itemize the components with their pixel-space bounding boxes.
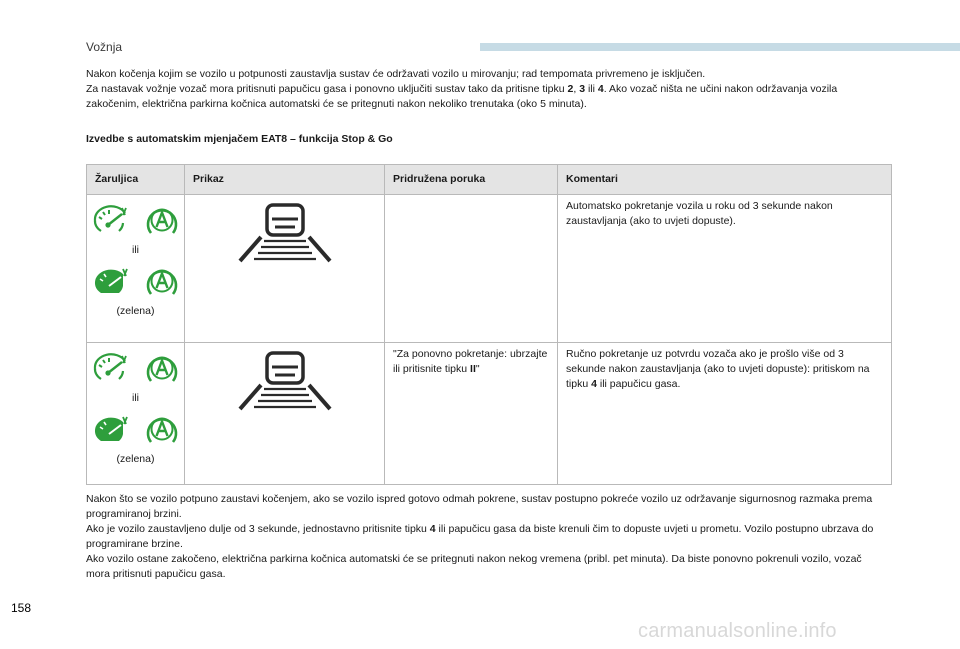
display-cell: [185, 195, 385, 343]
display-cell: [185, 343, 385, 485]
after-p2-suffix: ili papučicu gasa da biste krenuli čim to dopuste uvjeti u prometu. Vozilo postupno ubrzava do programirane brzine.: [86, 523, 874, 550]
auto-a-icon: [144, 351, 180, 385]
icon-pair-filled: [87, 410, 184, 448]
bulb-cell: [87, 343, 185, 485]
speedometer-filled-icon: [92, 414, 132, 444]
table-row: [87, 343, 892, 485]
color-note: (zelena): [116, 453, 155, 465]
speedometer-outline-icon: [92, 353, 132, 383]
message-cell: [385, 343, 558, 485]
comment-suffix: ili papučicu gasa.: [596, 378, 681, 390]
message-prefix: "Za ponovno pokretanje: ubrzajte ili pritisnite tipku: [393, 348, 548, 375]
icon-pair-outline: [87, 349, 184, 387]
table-row: [87, 195, 892, 343]
message-suffix: ": [475, 363, 480, 375]
after-p3: Ako vozilo ostane zakočeno, električna parkirna kočnica automatski će se pritegnuti nakon nekog vremena (pribl. pet minuta). Da biste ponovno pokrenuli vozilo, vozač mora pritisnuti papučicu gasa.: [86, 553, 862, 580]
or-label: ili: [132, 392, 139, 404]
stop-go-table: [86, 164, 892, 485]
color-note: (zelena): [116, 305, 155, 317]
after-paragraph: [86, 492, 876, 582]
bulb-cell: [87, 195, 185, 343]
header-bulb: Žaruljica: [87, 165, 185, 195]
comment-cell: [558, 343, 892, 485]
section-title: Vožnja: [86, 40, 123, 54]
intro-line-1: Nakon kočenja kojim se vozilo u potpunosti zaustavlja sustav će održavati vozilo u mirovanju; rad tempomata privremeno je isključen.: [86, 68, 706, 80]
auto-a-icon: [144, 264, 180, 298]
or-label: ili: [132, 244, 139, 256]
car-lane-icon: [237, 351, 333, 413]
intro-sep-or: ili: [585, 83, 598, 95]
header-accent-bar: [480, 43, 960, 51]
intro-sep-1: ,: [573, 83, 580, 95]
header-comments: Komentari: [558, 165, 892, 195]
table-header-row: [87, 165, 892, 195]
intro-paragraph: [86, 67, 876, 112]
speedometer-filled-icon: [92, 266, 132, 296]
icon-pair-outline: [87, 201, 184, 239]
header-display: Prikaz: [185, 165, 385, 195]
subheading: Izvedbe s automatskim mjenjačem EAT8 – funkcija Stop & Go: [86, 133, 393, 145]
page-number: 158: [11, 601, 32, 615]
header-message: Pridružena poruka: [385, 165, 558, 195]
comment-cell: Automatsko pokretanje vozila u roku od 3 sekunde nakon zaustavljanja (ako to uvjeti dopuste).: [558, 195, 892, 343]
intro-key-3: 3: [579, 83, 586, 95]
car-lane-icon: [237, 203, 333, 265]
after-p1: Nakon što se vozilo potpuno zaustavi kočenjem, ako se vozilo ispred gotovo odmah pokrene, sustav postupno pokreće vozilo uz održavanje sigurnosnog razmaka prema programiranoj brzini.: [86, 493, 873, 520]
after-p2-prefix: Ako je vozilo zaustavljeno dulje od 3 sekunde, jednostavno pritisnite tipku: [86, 523, 430, 535]
intro-key-4: 4: [597, 83, 604, 95]
comment-prefix: Ručno pokretanje uz potvrdu vozača ako je prošlo više od 3 sekunde nakon zaustavljanja (ako to uvjeti dopuste): pritiskom na tipku: [566, 348, 870, 390]
intro-line-2-prefix: Za nastavak vožnje vozač mora pritisnuti papučicu gasa i ponovno uključiti sustav tako da pritisne tipku: [86, 83, 568, 95]
auto-a-icon: [144, 412, 180, 446]
auto-a-icon: [144, 203, 180, 237]
intro-line-2-suffix: . Ako vozač ništa ne učini nakon održavanja vozila zakočenim, električna parkirna kočnica automatski će se pritegnuti nakon nekoliko trenutaka (oko 5 minuta).: [86, 83, 838, 110]
icon-pair-filled: [87, 262, 184, 300]
message-cell: [385, 195, 558, 343]
watermark: carmanualsonline.info: [638, 620, 837, 642]
comment-key: 4: [591, 378, 597, 390]
speedometer-outline-icon: [92, 205, 132, 235]
intro-key-2: 2: [567, 83, 574, 95]
message-key: II: [470, 363, 476, 375]
after-p2-key: 4: [429, 523, 436, 535]
